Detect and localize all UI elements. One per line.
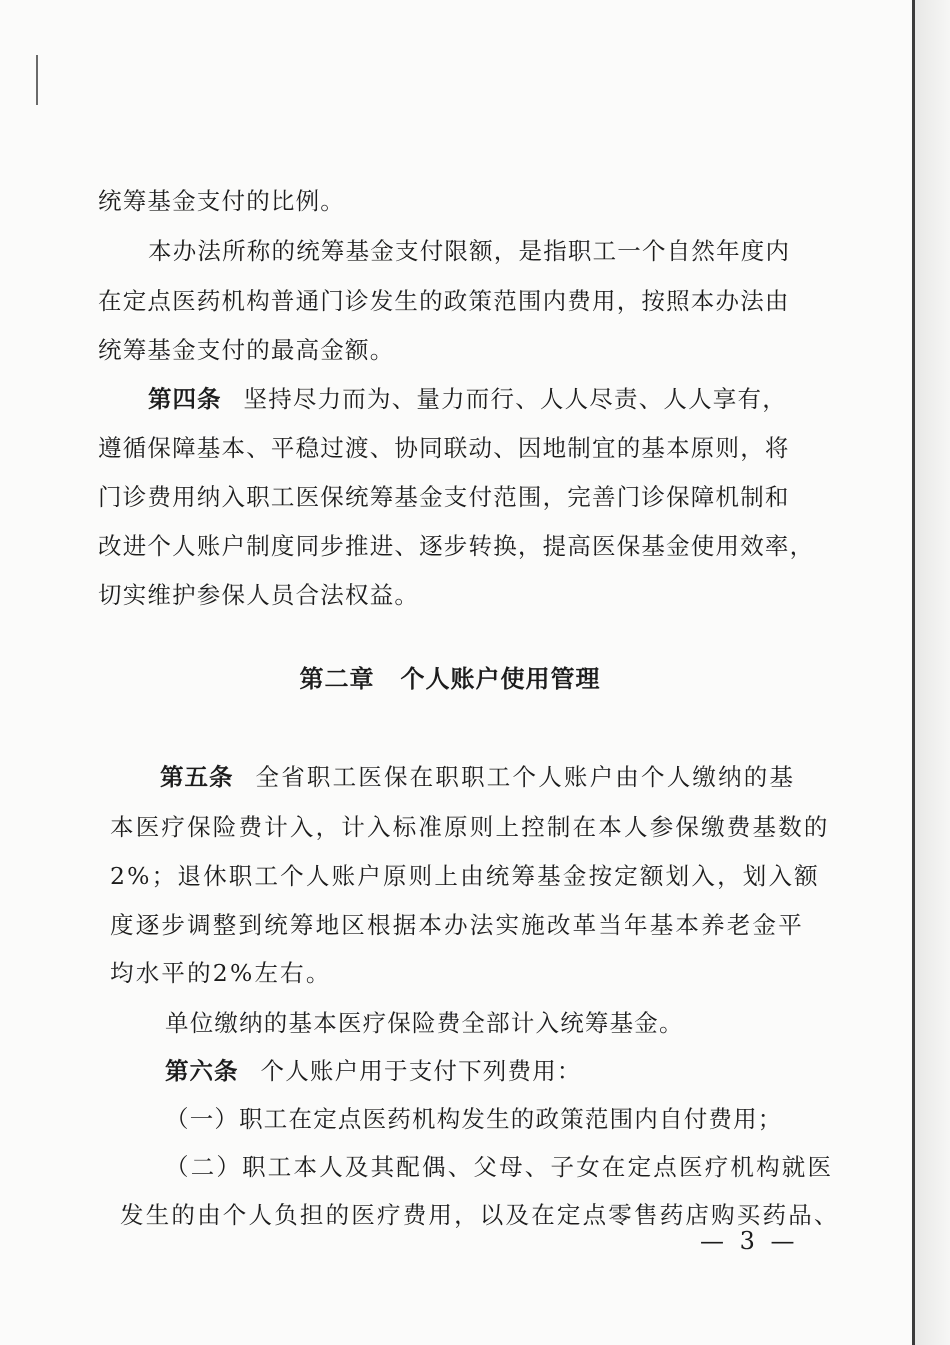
text-line: 统筹基金支付的比例。 [98, 187, 345, 215]
article-4-text: 坚持尽力而为、量力而行、人人尽责、人人享有， [243, 385, 787, 413]
list-item: （一）职工在定点医药机构发生的政策范围内自付费用； [165, 1105, 783, 1133]
article-5-label: 第五条 [160, 763, 234, 791]
text-line: 2%；退休职工个人账户原则上由统筹基金按定额划入，划入额 [110, 862, 820, 890]
page-edge-shadow [915, 0, 950, 1345]
page-edge-mark [36, 55, 38, 105]
article-6-text: 个人账户用于支付下列费用： [260, 1057, 582, 1085]
article-5-text: 全省职工医保在职职工个人账户由个人缴纳的基 [255, 763, 796, 791]
text-line: 统筹基金支付的最高金额。 [98, 336, 395, 364]
text-line: 本医疗保险费计入，计入标准原则上控制在本人参保缴费基数的 [110, 813, 830, 841]
text-line: 遵循保障基本、平稳过渡、协同联动、因地制宜的基本原则，将 [98, 434, 790, 462]
list-item: （二）职工本人及其配偶、父母、子女在定点医疗机构就医 [165, 1153, 834, 1181]
text-line: 度逐步调整到统筹地区根据本办法实施改革当年基本养老金平 [110, 911, 804, 939]
chapter-number: 第二章 [299, 665, 375, 693]
text-line: 在定点医药机构普通门诊发生的政策范围内费用，按照本办法由 [98, 287, 790, 315]
text-line: 单位缴纳的基本医疗保险费全部计入统筹基金。 [165, 1009, 684, 1037]
text-line: 发生的由个人负担的医疗费用，以及在定点零售药店购买药品、 [120, 1201, 840, 1229]
article-5-first-line [160, 762, 810, 792]
chapter-title: 个人账户使用管理 [400, 665, 601, 693]
text-line: 均水平的2%左右。 [110, 959, 332, 987]
text-line: 本办法所称的统筹基金支付限额，是指职工一个自然年度内 [148, 237, 791, 265]
article-4-first-line [148, 384, 858, 414]
article-6-first-line [165, 1056, 875, 1086]
article-6-label: 第六条 [165, 1057, 239, 1085]
page-number: — 3 — [700, 1227, 799, 1255]
chapter-heading [0, 664, 900, 694]
text-line: 切实维护参保人员合法权益。 [98, 581, 420, 609]
article-4-label: 第四条 [148, 385, 222, 413]
text-line: 改进个人账户制度同步推进、逐步转换，提高医保基金使用效率， [98, 532, 815, 560]
text-line: 门诊费用纳入职工医保统筹基金支付范围，完善门诊保障机制和 [98, 483, 790, 511]
